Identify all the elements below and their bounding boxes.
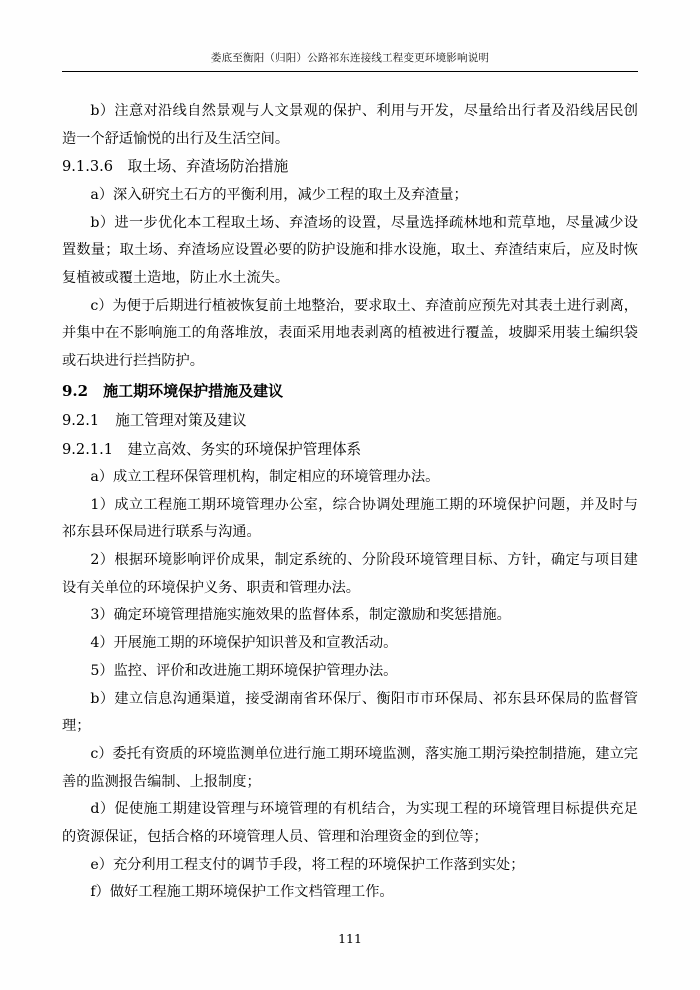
paragraph-env-eval-goals: 2）根据环境影响评价成果，制定系统的、分阶段环境管理目标、方针，确定与项目建设有关单位的环境保护义务、职责和管理办法。 bbox=[62, 552, 638, 596]
heading-9-2-1-text: 施工管理对策及建议 bbox=[115, 412, 247, 430]
paragraph-env-org: a）成立工程环保管理机构，制定相应的环境管理办法。 bbox=[90, 469, 440, 486]
paragraph-monitor-improve: 5）监控、评价和改进施工期环境保护管理办法。 bbox=[90, 662, 398, 679]
paragraph-education-activity: 4）开展施工期的环境保护知识普及和宣教活动。 bbox=[90, 635, 398, 652]
heading-9-2-1-1: 9.2.1.1 建立高效、务实的环境保护管理体系 bbox=[62, 440, 362, 458]
paragraph-payment-leverage: e）充分利用工程支付的调节手段，将工程的环境保护工作落到实处； bbox=[90, 856, 525, 873]
paragraph-communication-channel: b）建立信息沟通渠道，接受湖南省环保厅、衡阳市市环保局、祁东县环保局的监督管理； bbox=[62, 690, 638, 735]
heading-9-1-3-6: 9.1.3.6 取土场、弃渣场防治措施 bbox=[62, 158, 289, 176]
paragraph-entrust-monitoring: c）委托有资质的环境监测单位进行施工期环境监测，落实施工期污染控制措施，建立完善的监测报告编制、上报制度； bbox=[62, 745, 638, 790]
paragraph-management-integration: d）促使施工期建设管理与环境管理的有机结合，为实现工程的环境管理目标提供充足的资源保证，包括合格的环境管理人员、管理和治理资金的到位等； bbox=[62, 801, 638, 845]
heading-9-2: 9.2 施工期环境保护措施及建议 bbox=[62, 381, 284, 400]
paragraph-soil-balance: a）深入研究土石方的平衡利用，减少工程的取土及弃渣量； bbox=[90, 186, 468, 203]
document-body bbox=[62, 98, 638, 907]
running-header: 娄底至衡阳（归阳）公路祁东连接线工程变更环境影响说明 bbox=[62, 50, 638, 72]
heading-9-2-1-number: 9.2.1 bbox=[62, 412, 100, 430]
paragraph-supervision-system: 3）确定环境管理措施实施效果的监督体系，制定激励和奖惩措施。 bbox=[90, 607, 511, 624]
paragraph-topsoil-stripping: c）为便于后期进行植被恢复前土地整治，要求取土、弃渣前应预先对其表土进行剥离，并集中在不影响施工的角落堆放，表面采用地表剥离的植被进行覆盖，坡脚采用装土编织袋或石块进行拦挡防护。 bbox=[62, 297, 638, 369]
heading-9-2-1 bbox=[62, 407, 638, 435]
paragraph-landscape-protection: b）注意对沿线自然景观与人文景观的保护、利用与开发，尽量给出行者及沿线居民创造一个舒适愉悦的出行及生活空间。 bbox=[62, 103, 638, 147]
paragraph-soil-site-optimize: b）进一步优化本工程取土场、弃渣场的设置，尽量选择疏林地和荒草地，尽量减少设置数量；取土场、弃渣场应设置必要的防护设施和排水设施，取土、弃渣结束后，应及时恢复植被或覆土造地，防止水土流失。 bbox=[62, 214, 638, 286]
page-number: 111 bbox=[338, 931, 362, 946]
paragraph-env-office: 1）成立工程施工期环境管理办公室，综合协调处理施工期的环境保护问题，并及时与祁东县环保局进行联系与沟通。 bbox=[62, 496, 638, 541]
paragraph-document-management: f）做好工程施工期环境保护工作文档管理工作。 bbox=[90, 884, 394, 901]
